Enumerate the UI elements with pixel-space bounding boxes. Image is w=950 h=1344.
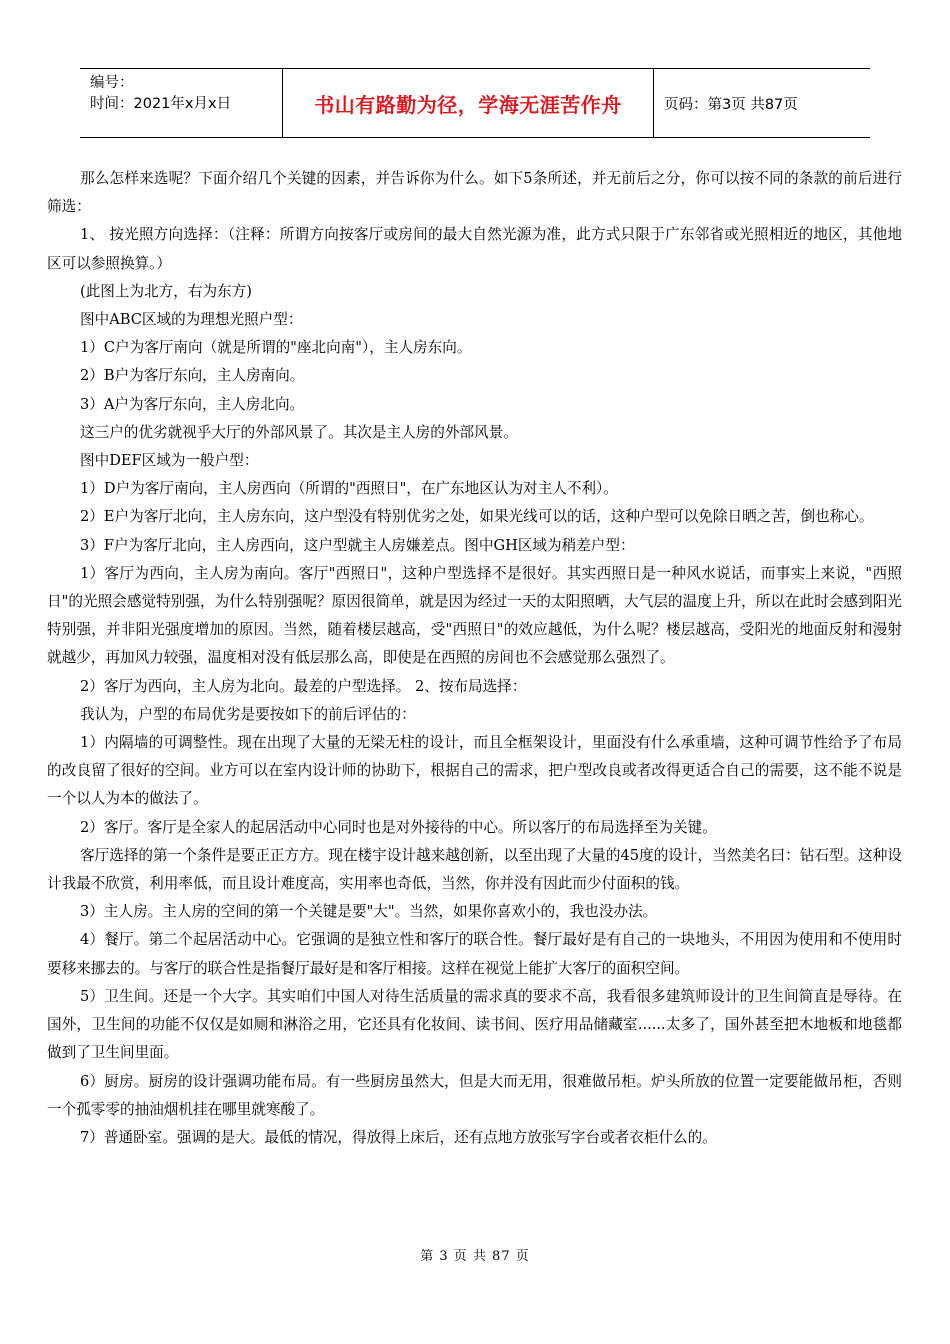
paragraph: 7）普通卧室。强调的是大。最低的情况，得放得上床后，还有点地方放张写字台或者衣柜什么的。 <box>80 1128 717 1146</box>
paragraph: (此图上为北方，右为东方) <box>80 282 252 300</box>
paragraph: 3）A户为客厅东向，主人房北向。 <box>80 395 305 413</box>
paragraph: 1）客厅为西向，主人房为南向。客厅"西照日"，这种户型选择不是很好。其实西照日是一种风水说话，而事实上来说，"西照日"的光照会感觉特别强，为什么特别强呢？原因很简单，就是因为经过一天的太阳照晒，大气层的温度上升，所以在此时会感到阳光特别强，并非阳光强度增加的原因。当然，随着楼层越高，受"西照日"的效应越低，为什么呢？楼层越高，受阳光的地面反射和漫射就越少，再加风力较强，温度相对没有低层那么高，即使是在西照的房间也不会感觉那么强烈了。 <box>47 564 902 667</box>
paragraph: 图中DEF区域为一般户型： <box>80 452 259 470</box>
paragraph: 图中ABC区域的为理想光照户型： <box>80 311 303 329</box>
document-body <box>47 165 902 1152</box>
paragraph: 我认为，户型的布局优劣是要按如下的前后评估的： <box>80 705 416 723</box>
paragraph: 2）B户为客厅东向，主人房南向。 <box>80 367 305 385</box>
header-meta <box>80 69 282 137</box>
paragraph: 2）客厅。客厅是全家人的起居活动中心同时也是对外接待的中心。所以客厅的布局选择至为关键。 <box>80 818 717 836</box>
page-header <box>80 68 870 138</box>
paragraph: 3）F户为客厅北向，主人房西向，这户型就主人房嫌差点。图中GH区域为稍差户型： <box>80 536 635 554</box>
header-motto: 书山有路勤为径，学海无涯苦作舟 <box>282 69 654 137</box>
paragraph: 3）主人房。主人房的空间的第一个关键是要"大"。当然，如果你喜欢小的，我也没办法。 <box>80 903 658 921</box>
paragraph: 2）客厅为西向，主人房为北向。最差的户型选择。 2、按布局选择： <box>80 677 527 695</box>
paragraph: 1）D户为客厅南向，主人房西向（所谓的"西照日"，在广东地区认为对主人不利）。 <box>80 480 618 498</box>
header-page-info: 页码：第3页 共87页 <box>664 96 798 113</box>
document-date-label: 时间：2021年x月x日 <box>90 96 232 112</box>
paragraph: 6）厨房。厨房的设计强调功能布局。有一些厨房虽然大，但是大而无用，很难做吊柜。炉头所放的位置一定要能做吊柜，否则一个孤零零的抽油烟机挂在哪里就寒酸了。 <box>47 1072 902 1118</box>
document-number-label: 编号： <box>90 75 134 91</box>
paragraph: 那么怎样来选呢？下面介绍几个关键的因素，并告诉你为什么。如下5条所述，并无前后之分，你可以按不同的条款的前后进行筛选： <box>47 170 902 216</box>
paragraph: 1）内隔墙的可调整性。现在出现了大量的无梁无柱的设计，而且全框架设计，里面没有什么承重墙，这种可调节性给予了布局的改良留了很好的空间。业方可以在室内设计师的协助下，根据自己的需求，把户型改良或者改得更适合自己的需要，这不能不说是一个以人为本的做法了。 <box>47 734 902 808</box>
paragraph: 2）E户为客厅北向，主人房东向，这户型没有特别优劣之处，如果光线可以的话，这种户型可以免除日晒之苦，倒也称心。 <box>80 508 874 526</box>
page-footer: 第 3 页 共 87 页 <box>420 1249 530 1264</box>
paragraph: 5）卫生间。还是一个大字。其实咱们中国人对待生活质量的需求真的要求不高，我看很多建筑师设计的卫生间简直是辱待。在国外，卫生间的功能不仅仅是如厕和淋浴之用，它还具有化妆间、读书间、医疗用品储藏室......太多了，国外甚至把木地板和地毯都做到了卫生间里面。 <box>47 987 902 1062</box>
paragraph: 4）餐厅。第二个起居活动中心。它强调的是独立性和客厅的联合性。餐厅最好是有自己的一块地头，不用因为使用和不使用时要移来挪去的。与客厅的联合性是指餐厅最好是和客厅相接。这样在视觉上能扩大客厅的面积空间。 <box>47 931 902 977</box>
paragraph: 1、 按光照方向选择：（注释：所谓方向按客厅或房间的最大自然光源为准，此方式只限于广东邻省或光照相近的地区，其他地区可以参照换算。） <box>47 226 902 272</box>
paragraph: 1）C户为客厅南向（就是所谓的"座北向南"），主人房东向。 <box>80 339 472 357</box>
paragraph: 客厅选择的第一个条件是要正正方方。现在楼宇设计越来越创新，以至出现了大量的45度的设计，当然美名曰：钻石型。这种设计我最不欣赏，利用率低，而且设计难度高，实用率也奇低，当然，你并没有因此而少付面积的钱。 <box>47 846 902 893</box>
paragraph: 这三户的优劣就视乎大厅的外部风景了。其次是主人房的外部风景。 <box>80 423 518 441</box>
